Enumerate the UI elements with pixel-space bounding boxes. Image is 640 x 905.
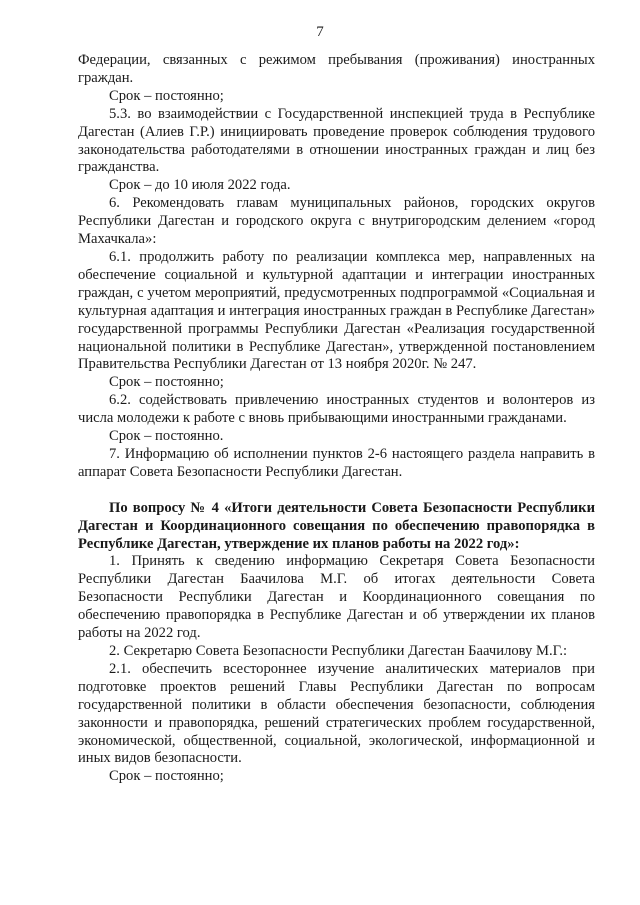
paragraph: 7. Информацию об исполнении пунктов 2-6 настоящего раздела направить в аппарат Совета Безопасности Республики Дагестан.	[78, 445, 595, 480]
paragraph: Федерации, связанных с режимом пребывания (проживания) иностранных граждан.	[78, 52, 595, 86]
paragraph: 5.3. во взаимодействии с Государственной инспекцией труда в Республике Дагестан (Алиев Г.Р.) инициировать проведение проверок соблюдения трудового законодательства работодателями в отношении иностранных граждан и лиц без гражданства.	[78, 105, 595, 176]
paragraph: 2. Секретарю Совета Безопасности Республики Дагестан Баачилову М.Г.:	[109, 643, 568, 659]
paragraph: 6.1. продолжить работу по реализации комплекса мер, направленных на обеспечение социальной и культурной адаптации и интеграции иностранных граждан, с учетом мероприятий, предусмотренных подпрограммой «Социальная и культурная адаптация и интеграция иностранных граждан в Республике Дагестан» государственной программы Республики Дагестан «Реализация государственной национальной политики в Республике Дагестан», утвержденной постановлением Правительства Республики Дагестан от 13 ноября 2020г. № 247.	[78, 248, 595, 373]
deadline-text: Срок – постоянно;	[109, 374, 224, 391]
paragraph: 6. Рекомендовать главам муниципальных районов, городских округов Республики Дагестан и городского округа с внутригородским делением «город Махачкала»:	[78, 195, 595, 248]
deadline-text: Срок – постоянно.	[109, 428, 224, 445]
page-number: 7	[316, 24, 324, 40]
paragraph: 6.2. содействовать привлечению иностранных студентов и волонтеров из числа молодежи к работе с вновь прибывающими иностранными гражданами.	[78, 392, 595, 427]
deadline-text: Срок – постоянно;	[109, 768, 224, 785]
deadline-text: Срок – до 10 июля 2022 года.	[109, 177, 291, 194]
paragraph: 2.1. обеспечить всестороннее изучение аналитических материалов при подготовке проектов решений Главы Республики Дагестан по вопросам государственной политики в области обеспечения безопасности, соблюдения законности и правопорядка, решений стратегических проблем государственной, экономической, общественной, социальной, экологической, информационной и иных видов безопасности.	[78, 660, 595, 767]
deadline-text: Срок – постоянно;	[109, 87, 224, 104]
paragraph: 1. Принять к сведению информацию Секретаря Совета Безопасности Республики Дагестан Баачилова М.Г. об итогах деятельности Совета Безопасности Республики Дагестан и Координационного совещания по обеспечению правопорядка в Республике Дагестан и об утверждении их планов работы на 2022 год.	[78, 553, 595, 642]
document-body	[78, 52, 595, 786]
section-heading: По вопросу № 4 «Итоги деятельности Совета Безопасности Республики Дагестан и Координационного совещания по обеспечению правопорядка в Республике Дагестан, утверждение их планов работы на 2022 год»:	[78, 499, 595, 552]
